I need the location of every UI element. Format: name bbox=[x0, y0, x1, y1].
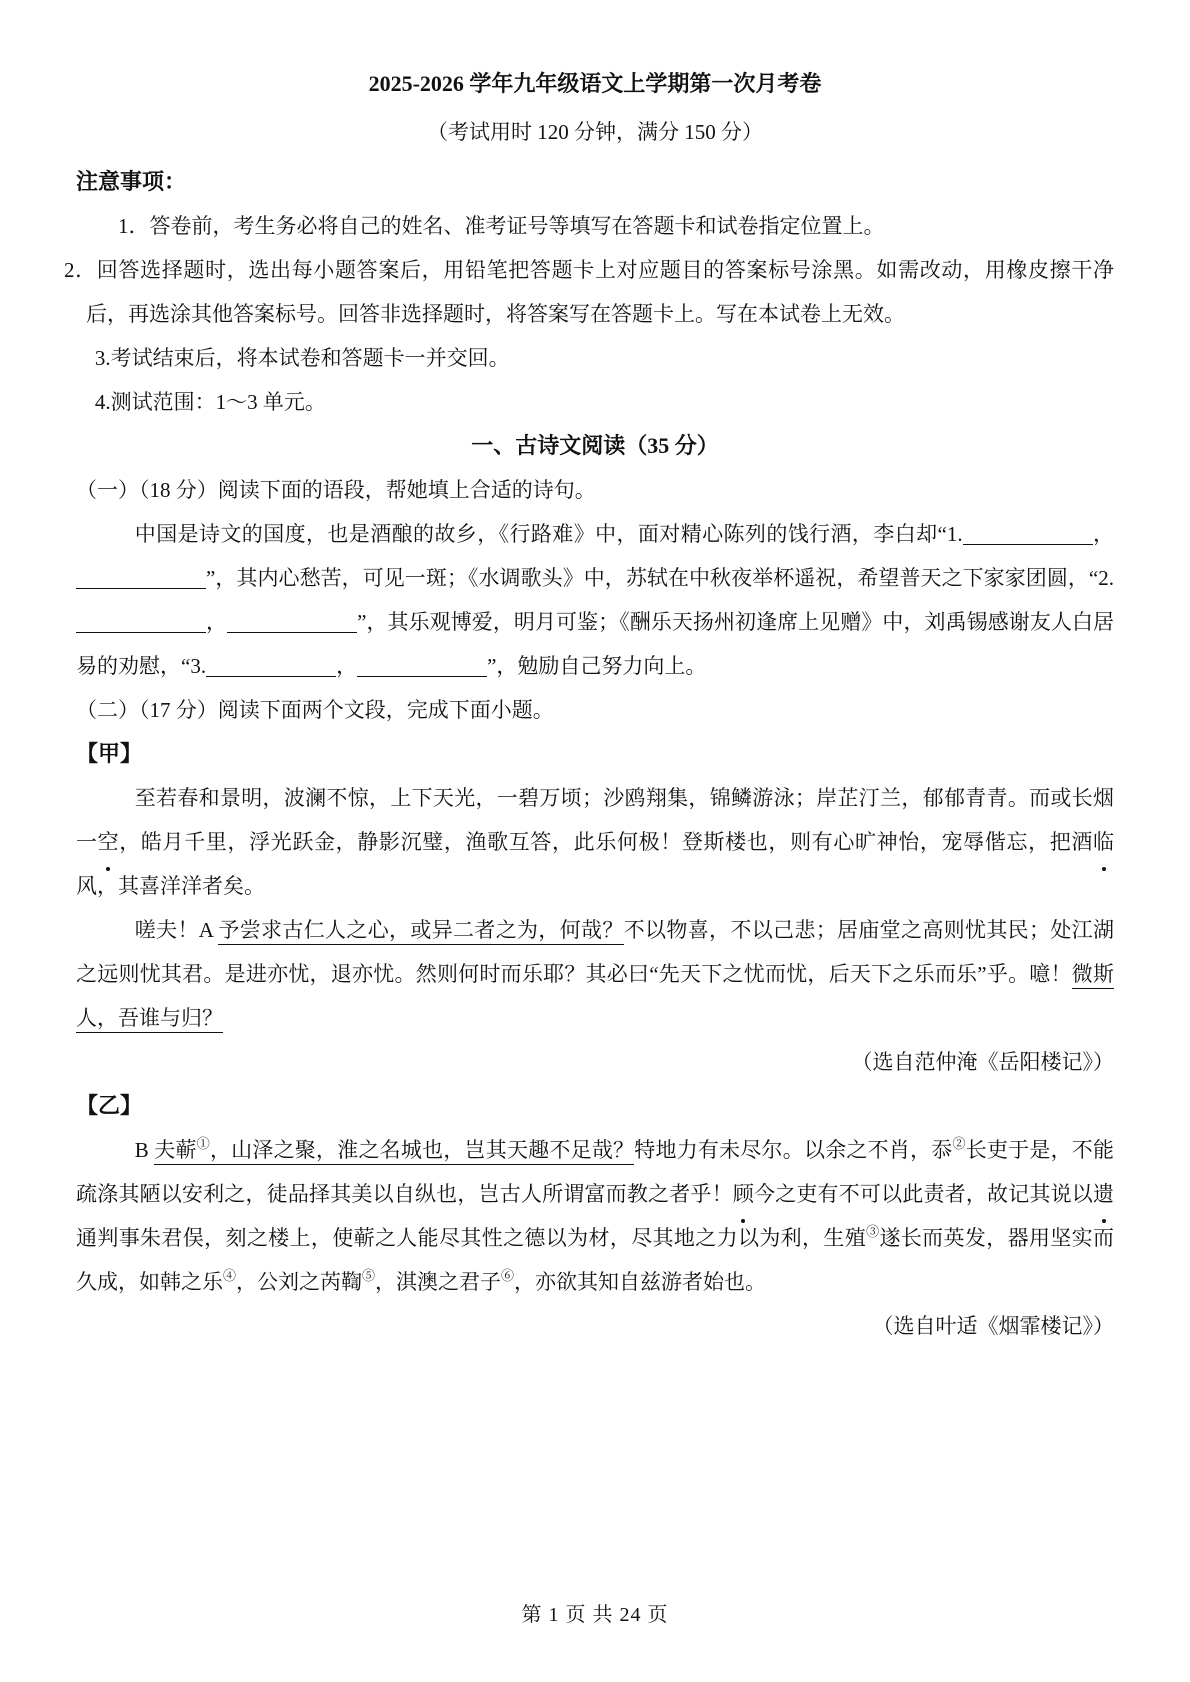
notice-item-2: 2．回答选择题时，选出每小题答案后，用铅笔把答题卡上对应题目的答案标号涂黑。如需改动，用橡皮擦干净后，再选涂其他答案标号。回答非选择题时，将答案写在答题卡上。写在本试卷上无效。 bbox=[64, 258, 1114, 326]
answer-blank bbox=[357, 676, 487, 677]
passage-text: 中国是诗文的国度，也是酒酿的故乡，《行路难》中，面对精心陈列的饯行酒，李白却“1. bbox=[134, 522, 963, 546]
passage-text: ，亦欲其知自兹游者始也。 bbox=[514, 1270, 767, 1294]
emphasized-char: 临 bbox=[1093, 820, 1114, 864]
emphasized-char: 遗 bbox=[1093, 1172, 1114, 1216]
page-footer: 第 1 页 共 24 页 bbox=[521, 1604, 669, 1626]
underlined-sentence: 予尝求古仁人之心，或异二者之为，何哉？ bbox=[218, 918, 623, 945]
passage-text: 遂长而英发，器用坚实而久成，如韩之乐 bbox=[76, 1226, 1115, 1294]
answer-blank bbox=[227, 632, 357, 633]
underlined-footnote-marker: ① bbox=[197, 1138, 210, 1165]
part1-intro: （一）（18 分）阅读下面的语段，帮她填上合适的诗句。 bbox=[76, 478, 596, 502]
passage-yi-paragraph: B 夫蕲①，山泽之聚，淮之名城也，岂其天趣不足哉？特地力有未尽尔。以余之不肖，忝②长吏于是，不能疏涤其陋以安利之，徒品择其美以自纵也，岂古人所谓富而教之者乎！顾今之吏有不可以此责者，故记其说以遗通判事朱君俣，刻之楼上，使蕲之人能尽其性之德以为材，尽其地之力以为利，生殖③遂长而英发，器用坚实而久成，如韩之乐④，公刘之芮鞫⑤，淇澳之君子⑥，亦欲其知自兹游者始也。 bbox=[76, 1136, 1115, 1294]
answer-blank bbox=[76, 632, 206, 633]
notice-heading: 注意事项： bbox=[76, 169, 187, 194]
underlined-sentence: 夫蕲 bbox=[154, 1138, 196, 1165]
page-title: 2025-2026 学年九年级语文上学期第一次月考卷 bbox=[368, 71, 822, 96]
passage-text: 风，其喜洋洋者矣。 bbox=[76, 874, 265, 898]
passage-text: ，公刘之芮鞫 bbox=[236, 1270, 363, 1294]
passage-text: ，皓月千里，浮光跃金，静影沉璧，渔歌互答，此乐何极！登斯楼也，则有心旷神怡，宠辱偕忘，把酒 bbox=[118, 830, 1093, 854]
underlined-sentence: 微斯人，吾谁与归？ bbox=[76, 962, 1114, 1033]
passage-jia-paragraph-2 bbox=[76, 908, 1114, 1040]
passage-text: ， bbox=[1092, 522, 1114, 546]
passage-text: 特地力有未尽尔。以余之不肖，忝 bbox=[634, 1138, 953, 1162]
notice-item-4: 4.测试范围：1～3 单元。 bbox=[94, 390, 326, 414]
answer-blank bbox=[76, 588, 206, 589]
passage-text: 至若春和景明，波澜不惊，上下天光，一碧万顷；沙鸥翔集，锦鳞游泳；岸芷汀兰，郁郁青青。而或长烟一 bbox=[76, 786, 1114, 854]
passage-text: ，淇澳之君子 bbox=[375, 1270, 502, 1294]
emphasized-char: 空 bbox=[98, 820, 119, 864]
passage-text: 长吏于是，不能疏涤其陋以安利之，徒品择其美以自纵也，岂古人所谓富而教之者乎！ bbox=[76, 1138, 1115, 1206]
passage-text: 通判事朱君俣，刻之楼上，使蕲之人能尽其性之德以为材，尽其地之力以为利，生殖 bbox=[76, 1226, 867, 1250]
passage-text: B bbox=[134, 1138, 155, 1162]
notice-item-1: 1．答卷前，考生务必将自己的姓名、准考证号等填写在答题卡和试卷指定位置上。 bbox=[118, 214, 885, 238]
answer-blank bbox=[963, 544, 1093, 545]
underlined-sentence: ，山泽之聚，淮之名城也，岂其天趣不足哉？ bbox=[210, 1138, 635, 1165]
passage-text: 今之吏有不可以此责者，故记其说以 bbox=[753, 1182, 1093, 1206]
passage-text: ， bbox=[206, 610, 228, 634]
passage-text: ”，其乐观博爱，明月可鉴；《酬乐天扬州初逢席上见赠》中，刘禹锡感谢友人白居易的劝慰，“3. bbox=[76, 610, 1115, 678]
answer-blank bbox=[206, 676, 336, 677]
emphasized-char: 顾 bbox=[733, 1172, 754, 1216]
passage-text: ”，勉励自己努力向上。 bbox=[487, 654, 707, 678]
notice-item-3: 3.考试结束后，将本试卷和答题卡一并交回。 bbox=[94, 346, 510, 370]
passage-text: ， bbox=[336, 654, 358, 678]
passage-text: 不以物喜，不以己悲；居庙堂之高则忧其民；处江湖之远则忧其君。是进亦忧，退亦忧。然则何时而乐耶？其必曰“先天下之忧而忧，后天下之乐而乐”乎。噫！ bbox=[76, 918, 1115, 986]
passage-text: ”，其内心愁苦，可见一斑；《水调歌头》中，苏轼在中秋夜举杯遥祝，希望普天之下家家团圆，“2. bbox=[206, 566, 1114, 590]
passage-label-jia: 【甲】 bbox=[76, 741, 143, 766]
exam-duration-note: （考试用时 120 分钟，满分 150 分） bbox=[427, 120, 763, 144]
passage-jia-paragraph-1 bbox=[76, 776, 1114, 908]
attribution-yi: （选自叶适《烟霏楼记》） bbox=[872, 1314, 1114, 1338]
attribution-jia: （选自范仲淹《岳阳楼记》） bbox=[851, 1050, 1114, 1074]
section-heading: 一、古诗文阅读（35 分） bbox=[471, 433, 719, 458]
part2-intro: （二）（17 分）阅读下面两个文段，完成下面小题。 bbox=[76, 698, 554, 722]
fill-blank-passage bbox=[76, 512, 1114, 688]
passage-text: 嗟夫！A bbox=[134, 918, 219, 942]
passage-label-yi: 【乙】 bbox=[76, 1093, 143, 1118]
